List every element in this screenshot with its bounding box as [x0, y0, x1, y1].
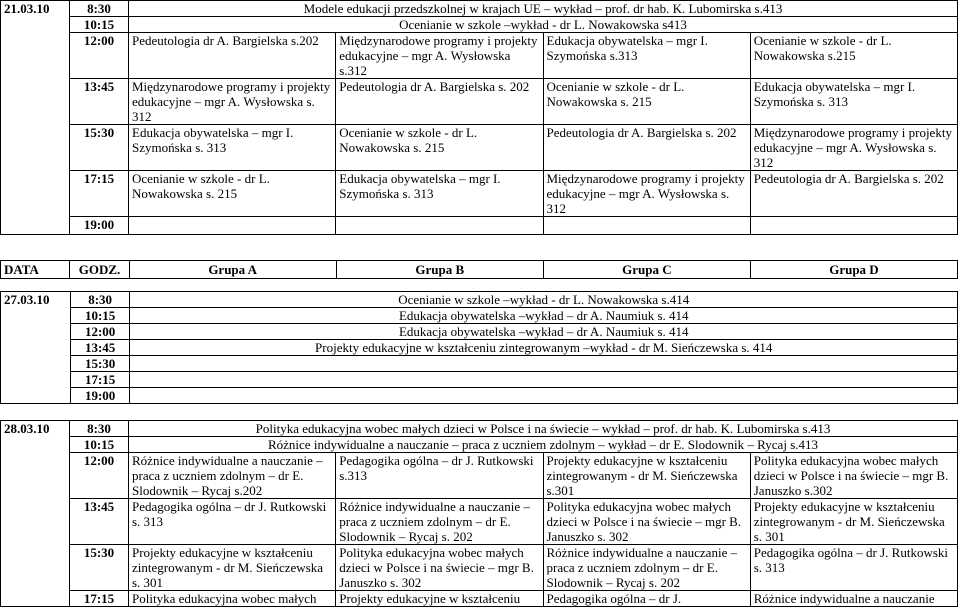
group-d-cell: Międzynarodowe programy i projekty edukacyjne – mgr A. Wysłowska s. 312: [750, 125, 957, 171]
time-cell: 10:15: [70, 308, 130, 324]
group-d-cell: Różnice indywidualne a nauczanie: [750, 591, 957, 607]
date-cell: 21.03.10: [1, 1, 70, 235]
time-cell: 17:15: [70, 171, 129, 217]
schedule-header: [0, 260, 958, 279]
time-cell: 8:30: [70, 1, 129, 17]
time-cell: 12:00: [70, 324, 130, 340]
header-date: DATA: [1, 261, 70, 279]
group-c-cell: Międzynarodowe programy i projekty edukacyjne – mgr A. Wysłowska s. 312: [543, 171, 750, 217]
group-a-cell: Polityka edukacyjna wobec małych: [129, 591, 336, 607]
group-d-cell: Edukacja obywatelska – mgr I. Szymońska s. 313: [750, 79, 957, 125]
group-a-cell: Różnice indywidualne a nauczanie – praca z uczniem zdolnym – dr E. Slodownik – Rycaj s.202: [129, 453, 336, 499]
group-d-cell: Projekty edukacyjne w kształceniu zintegrowanym - dr M. Sieńczewska s. 301: [750, 499, 957, 545]
time-cell: 17:15: [70, 591, 129, 607]
group-b-cell: [336, 217, 543, 235]
time-cell: 19:00: [70, 388, 130, 404]
group-a-cell: Pedeutologia dr A. Bargielska s.202: [129, 33, 336, 79]
lecture-cell: Różnice indywidualne a nauczanie – praca z uczniem zdolnym – wykład – dr E. Slodownik – Rycaj s.413: [129, 437, 958, 453]
group-a-cell: Pedagogika ogólna – dr J. Rutkowski s. 313: [129, 499, 336, 545]
group-a-cell: Międzynarodowe programy i projekty edukacyjne – mgr A. Wysłowska s. 312: [129, 79, 336, 125]
group-a-cell: Ocenianie w szkole - dr L. Nowakowska s. 215: [129, 171, 336, 217]
time-cell: 10:15: [70, 17, 129, 33]
lecture-cell: [130, 388, 958, 404]
schedule-table-28-03: [0, 420, 958, 607]
group-b-cell: Pedagogika ogólna – dr J. Rutkowski s.313: [336, 453, 543, 499]
header-group-b: Grupa B: [336, 261, 543, 279]
lecture-cell: Modele edukacji przedszkolnej w krajach UE – wykład – prof. dr hab. K. Lubomirska s.413: [129, 1, 958, 17]
group-c-cell: Ocenianie w szkole - dr L. Nowakowska s. 215: [543, 79, 750, 125]
group-b-cell: Ocenianie w szkole - dr L. Nowakowska s. 215: [336, 125, 543, 171]
group-b-cell: Międzynarodowe programy i projekty edukacyjne – mgr A. Wysłowska s.312: [336, 33, 543, 79]
time-cell: 8:30: [70, 421, 129, 437]
header-group-d: Grupa D: [750, 261, 957, 279]
group-b-cell: Różnice indywidualne a nauczanie – praca z uczniem zdolnym – dr E. Slodownik – Rycaj s. 202: [336, 499, 543, 545]
lecture-cell: Polityka edukacyjna wobec małych dzieci w Polsce i na świecie – wykład – prof. dr hab. K. Lubomirska s.413: [129, 421, 958, 437]
group-d-cell: Pedagogika ogólna – dr J. Rutkowski s. 313: [750, 545, 957, 591]
group-d-cell: Polityka edukacyjna wobec małych dzieci w Polsce i na świecie – mgr B. Januszko s.302: [750, 453, 957, 499]
group-a-cell: Projekty edukacyjne w kształceniu zintegrowanym - dr M. Sieńczewska s. 301: [129, 545, 336, 591]
lecture-cell: Ocenianie w szkole –wykład - dr L. Nowakowska s413: [129, 17, 958, 33]
time-cell: 13:45: [70, 79, 129, 125]
date-cell: 27.03.10: [1, 292, 71, 404]
header-time: GODZ.: [70, 261, 129, 279]
time-cell: 13:45: [70, 340, 130, 356]
group-d-cell: Pedeutologia dr A. Bargielska s. 202: [750, 171, 957, 217]
group-b-cell: Polityka edukacyjna wobec małych dzieci w Polsce i na świecie – mgr B. Januszko s. 302: [336, 545, 543, 591]
group-b-cell: Projekty edukacyjne w kształceniu: [336, 591, 543, 607]
time-cell: 12:00: [70, 453, 129, 499]
header-group-c: Grupa C: [543, 261, 750, 279]
time-cell: 8:30: [70, 292, 130, 308]
group-d-cell: [750, 217, 957, 235]
lecture-cell: Edukacja obywatelska –wykład – dr A. Naumiuk s. 414: [130, 324, 958, 340]
schedule-table-21-03: [0, 0, 958, 235]
lecture-cell: Projekty edukacyjne w kształceniu zintegrowanym –wykład - dr M. Sieńczewska s. 414: [130, 340, 958, 356]
lecture-cell: Edukacja obywatelska –wykład – dr A. Naumiuk s. 414: [130, 308, 958, 324]
group-b-cell: Pedeutologia dr A. Bargielska s. 202: [336, 79, 543, 125]
group-c-cell: Edukacja obywatelska – mgr I. Szymońska s.313: [543, 33, 750, 79]
group-a-cell: Edukacja obywatelska – mgr I. Szymońska s. 313: [129, 125, 336, 171]
group-c-cell: Projekty edukacyjne w kształceniu zintegrowanym - dr M. Sieńczewska s.301: [543, 453, 750, 499]
time-cell: 17:15: [70, 372, 130, 388]
time-cell: 19:00: [70, 217, 129, 235]
header-group-a: Grupa A: [129, 261, 336, 279]
schedule-table-27-03: [0, 291, 958, 404]
group-d-cell: Ocenianie w szkole - dr L. Nowakowska s.215: [750, 33, 957, 79]
lecture-cell: [130, 372, 958, 388]
date-cell: 28.03.10: [1, 421, 70, 607]
group-c-cell: Różnice indywidualne a nauczanie – praca z uczniem zdolnym – dr E. Slodownik – Rycaj s. 202: [543, 545, 750, 591]
time-cell: 13:45: [70, 499, 129, 545]
time-cell: 15:30: [70, 356, 130, 372]
time-cell: 15:30: [70, 545, 129, 591]
group-c-cell: Pedeutologia dr A. Bargielska s. 202: [543, 125, 750, 171]
lecture-cell: [130, 356, 958, 372]
time-cell: 10:15: [70, 437, 129, 453]
group-a-cell: [129, 217, 336, 235]
time-cell: 15:30: [70, 125, 129, 171]
group-c-cell: Polityka edukacyjna wobec małych dzieci w Polsce i na świecie – mgr B. Januszko s. 302: [543, 499, 750, 545]
group-c-cell: [543, 217, 750, 235]
group-c-cell: Pedagogika ogólna – dr J.: [543, 591, 750, 607]
lecture-cell: Ocenianie w szkole –wykład - dr L. Nowakowska s.414: [130, 292, 958, 308]
time-cell: 12:00: [70, 33, 129, 79]
group-b-cell: Edukacja obywatelska – mgr I. Szymońska s. 313: [336, 171, 543, 217]
